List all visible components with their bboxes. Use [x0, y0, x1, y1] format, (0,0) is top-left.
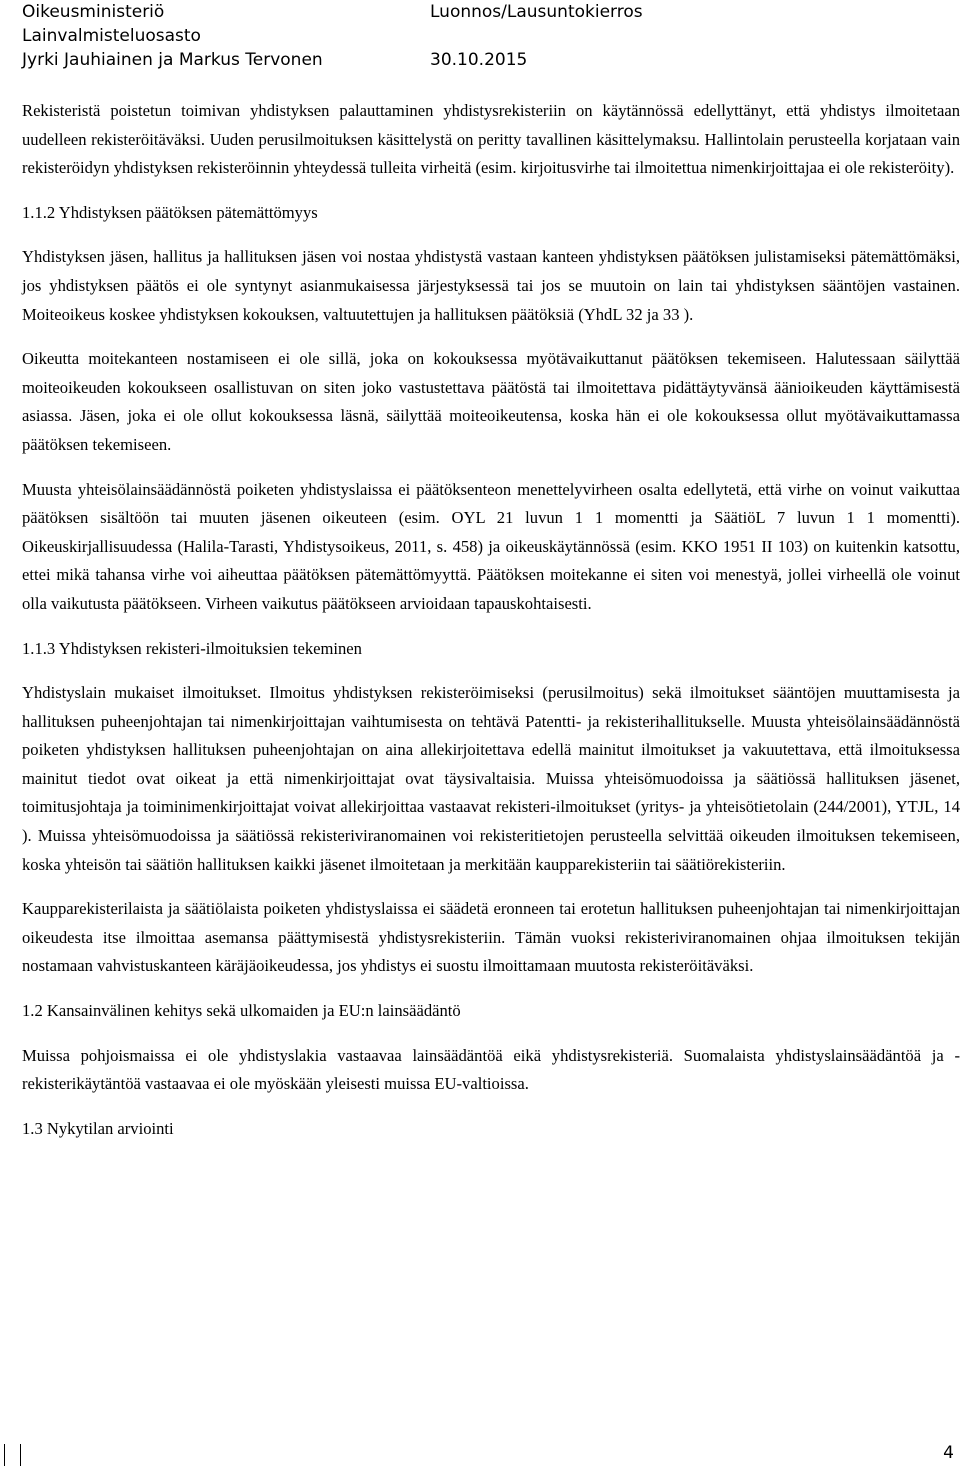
page-number: 4 — [943, 1443, 954, 1463]
revision-bar-right — [20, 1444, 21, 1466]
document-body — [22, 97, 960, 1159]
paragraph-2: Yhdistyksen jäsen, hallitus ja hallituksen jäsen voi nostaa yhdistystä vastaan kanteen yhdistyksen päätöksen julistamiseksi pätemättömäksi, jos yhdistyksen päätös ei ole syntynyt asianmukaisessa järjestyksessä tai jos se muutoin on lain tai yhdistyksen sääntöjen vastainen. Moiteoikeus koskee yhdistyksen kokouksen, valtuutettujen ja hallituksen päätöksiä (YhdL 32 ja 33 ). — [22, 247, 960, 324]
page-header — [22, 0, 942, 72]
document-date: 30.10.2015 — [430, 50, 528, 70]
paragraph-7: Muissa pohjoismaissa ei ole yhdistyslakia vastaavaa lainsäädäntöä eikä yhdistysrekisteriä. Suomalaista yhdistyslainsäädäntöä ja -rekisterikäytäntöä vastaavaa ei ole myöskään yleisesti muissa EU-valtioissa. — [22, 1045, 960, 1094]
paragraph-6: Kaupparekisterilaista ja säätiölaista poiketen yhdistyslaissa ei säädetä eronneen tai erotetun hallituksen puheenjohtajan tai nimenkirjoittajan oikeudesta itse ilmoittaa asemansa päättymisestä yhdistysrekisteriin. Tämän vuoksi rekisteriviranomainen ohjaa ilmoituksen tekijän nostamaan vahvistuskanteen käräjäoikeudessa, jos yhdistys ei suostu ilmoittamaan muutosta rekisteröitäväksi. — [22, 899, 960, 976]
paragraph-1: Rekisteristä poistetun toimivan yhdistyksen palauttaminen yhdistysrekisteriin on käytännössä edellyttänyt, että yhdistys ilmoitetaan uudelleen rekisteröitäväksi. Uuden perusilmoituksen käsittelystä on peritty tavallinen käsittelymaksu. Hallintolain perusteella korjataan vain rekisteröidyn yhdistyksen rekisteröinnin yhteydessä tulleita virheitä (esim. kirjoitusvirhe tai ilmoitettua nimenkirjoittajaa ei ole rekisteröity). — [22, 101, 960, 178]
heading-1-1-2: 1.1.2 Yhdistyksen päätöksen pätemättömyys — [22, 202, 318, 222]
department-name: Lainvalmisteluosasto — [22, 26, 201, 46]
paragraph-4: Muusta yhteisölainsäädännöstä poiketen yhdistyslaissa ei päätöksenteon menettelyvirheen osalta edellytetä, että virhe on voinut vaikuttaa päätöksen sisältöön tai muuten jäsenen oikeuteen (esim. OYL 21 luvun 1 1 momentti ja SäätiöL 7 luvun 1 1 momentti). Oikeuskirjallisuudessa (Halila-Tarasti, Yhdistysoikeus, 2011, s. 458) ja oikeuskäytännössä (esim. KKO 1951 II 103) on kuitenkin katsottu, ettei mikä tahansa virhe voi aiheuttaa päätöksen pätemättömyyttä. Päätöksen moitekanne ei siten voi menestyä, jollei virheellä ole voinut olla vaikutusta päätökseen. Virheen vaikutus päätökseen arvioidaan tapauskohtaisesti. — [22, 479, 960, 613]
heading-1-3: 1.3 Nykytilan arviointi — [22, 1118, 174, 1138]
document-type: Luonnos/Lausuntokierros — [430, 2, 643, 22]
paragraph-5: Yhdistyslain mukaiset ilmoitukset. Ilmoitus yhdistyksen rekisteröimiseksi (perusilmoitus) sekä ilmoitukset sääntöjen muuttamisesta ja hallituksen puheenjohtajan tai nimenkirjoittajan vaihtumisesta on tehtävä Patentti- ja rekisterihallitukselle. Muusta yhteisölainsäädännöstä poiketen yhdistyksen hallituksen puheenjohtajan on aina allekirjoitettava edellä mainitut ilmoitukset ja vakuutettava, että ilmoituksessa mainitut tiedot ovat oikeat ja että nimenkirjoittajat ovat täysivaltaisia. Muissa yhteisömuodoissa ja säätiössä hallituksen jäsenet, toimitusjohtaja ja toiminimenkirjoittajat voivat allekirjoittaa vastaavat rekisteri-ilmoitukset (yritys- ja yhteisötietolain (244/2001), YTJL, 14 ). Muissa yhteisömuodoissa ja säätiössä rekisteriviranomainen voi rekisteritietojen perusteella selvittää oikeuden ilmoituksen tekemiseen, koska yhteisön tai säätiön hallituksen kaikki jäsenet ilmoitetaan ja merkitään kaupparekisteriin tai säätiörekisteriin. — [22, 683, 960, 874]
header-row-3 — [22, 48, 942, 72]
heading-1-1-3: 1.1.3 Yhdistyksen rekisteri-ilmoituksien tekeminen — [22, 638, 362, 658]
header-row-2 — [22, 24, 942, 48]
header-row-1 — [22, 0, 942, 24]
paragraph-3: Oikeutta moitekanteen nostamiseen ei ole sillä, joka on kokouksessa myötävaikuttanut päätöksen tekemiseen. Halutessaan säilyttää moiteoikeuden kokoukseen osallistuvan on siten joko vastustettava päätöstä tai ilmoitettava pidättäytyvänsä äänioikeuden käyttämisestä asiassa. Jäsen, joka ei ole ollut kokouksessa läsnä, säilyttää moiteoikeutensa, koska hän ei ole kokouksessa ollut myötävaikuttamassa päätöksen tekemiseen. — [22, 349, 960, 454]
revision-bar-left — [4, 1444, 5, 1466]
ministry-name: Oikeusministeriö — [22, 2, 165, 22]
heading-1-2: 1.2 Kansainvälinen kehitys sekä ulkomaiden ja EU:n lainsäädäntö — [22, 1001, 461, 1021]
authors: Jyrki Jauhiainen ja Markus Tervonen — [22, 50, 323, 70]
